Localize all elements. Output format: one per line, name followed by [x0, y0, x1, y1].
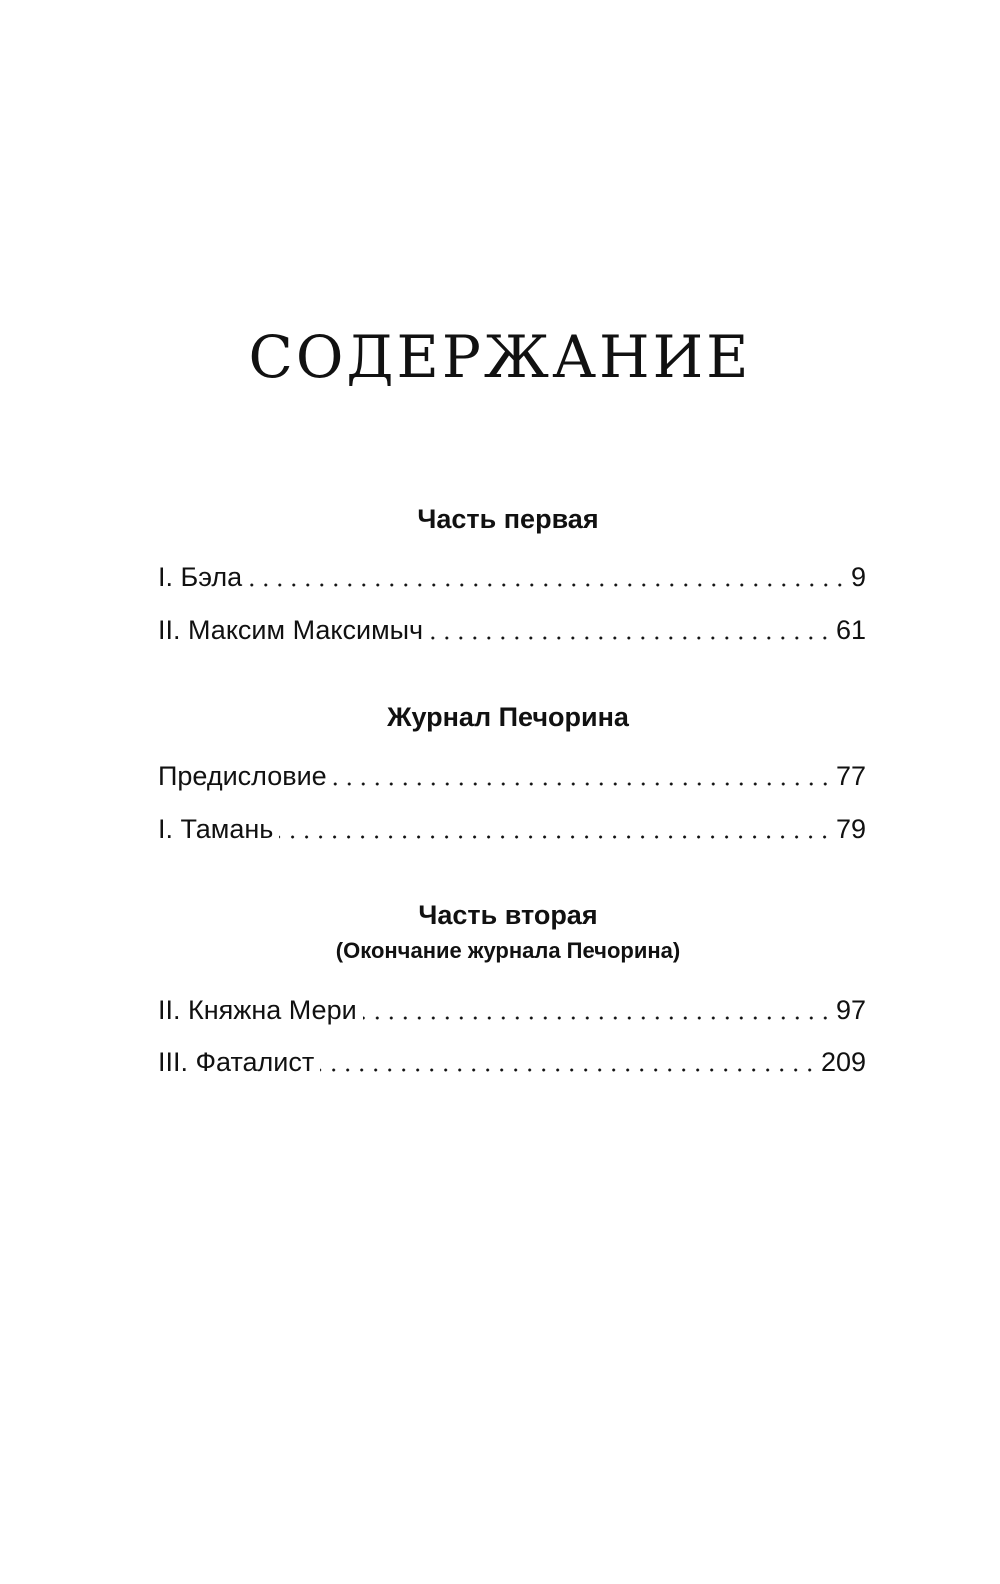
toc-entry-page-number: 209	[820, 1047, 866, 1077]
toc-entry[interactable]	[158, 613, 866, 647]
dot-leader	[429, 635, 832, 641]
section-heading-part-two: Часть вторая	[418, 900, 598, 930]
toc-entry-page-number: 77	[835, 761, 866, 791]
page-title: СОДЕРЖАНИЕ	[248, 323, 752, 391]
toc-entry-page-number: 61	[835, 615, 866, 645]
toc-entry-title: II. Княжна Мери	[158, 995, 357, 1025]
toc-entry-title: Предисловие	[158, 761, 327, 791]
dot-leader	[248, 582, 847, 588]
toc-entry-page-number: 97	[835, 995, 866, 1025]
dot-leader	[320, 1067, 817, 1073]
toc-entry[interactable]	[158, 812, 866, 846]
dot-leader	[279, 834, 832, 840]
toc-entry[interactable]	[158, 993, 866, 1027]
toc-entry-page-number: 9	[850, 562, 866, 592]
section-subheading: (Окончание журнала Печорина)	[335, 938, 681, 963]
toc-entry[interactable]	[158, 560, 866, 594]
toc-entry-title: II. Максим Максимыч	[158, 615, 424, 645]
toc-entry[interactable]	[158, 1045, 866, 1079]
toc-entry-title: I. Тамань	[158, 814, 274, 844]
section-heading-part-one: Часть первая	[417, 504, 599, 534]
dot-leader	[363, 1015, 832, 1021]
toc-entry-title: III. Фаталист	[158, 1047, 315, 1077]
section-heading-journal: Журнал Печорина	[387, 702, 629, 732]
toc-entry-title: I. Бэла	[158, 562, 243, 592]
toc-entry[interactable]	[158, 759, 866, 793]
dot-leader	[333, 781, 832, 787]
toc-entry-page-number: 79	[835, 814, 866, 844]
